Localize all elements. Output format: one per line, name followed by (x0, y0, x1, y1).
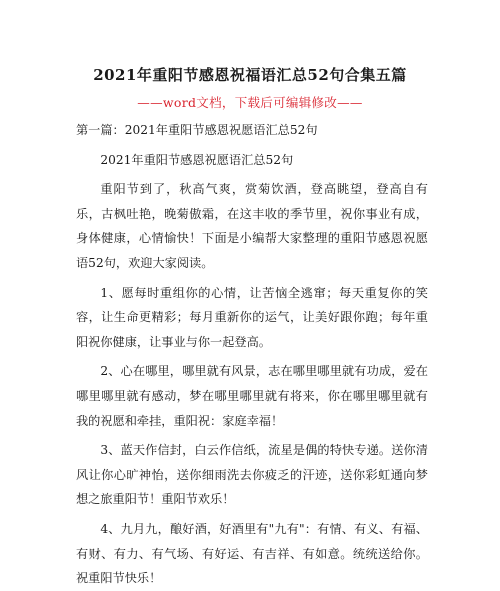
section-title: 2021年重阳节感恩祝愿语汇总52句 (100, 152, 294, 167)
list-item: 4、九月九，酿好酒，好酒里有"九有"：有情、有义、有福、有财、有力、有气场、有好运、有吉祥、有如意。统统送给你。祝重阳节快乐！ (76, 521, 428, 586)
document-body (76, 118, 428, 591)
document-title: 2021年重阳节感恩祝福语汇总52句合集五篇 (93, 66, 407, 84)
document-subtitle: ——word文档，下载后可编辑修改—— (137, 95, 363, 110)
intro-paragraph: 重阳节到了，秋高气爽，赏菊饮酒，登高眺望，登高自有乐，古枫吐艳，晚菊傲霜，在这丰收的季节里，祝你事业有成，身体健康，心情愉快！下面是小编帮大家整理的重阳节感恩祝愿语52句，欢迎大家阅读。 (76, 182, 428, 270)
section-heading: 第一篇：2021年重阳节感恩祝愿语汇总52句 (76, 123, 318, 137)
list-item: 2、心在哪里，哪里就有风景，志在哪里哪里就有功成，爱在哪里哪里就有感动，梦在哪里哪里就有将来，你在哪里哪里就有我的祝愿和牵挂，重阳祝：家庭幸福！ (76, 364, 428, 428)
list-item: 3、蓝天作信封，白云作信纸，流星是偶的特快专递。送你清风让你心旷神怡，送你细雨洗去你疲乏的汗迹，送你彩虹通向梦想之旅重阳节！重阳节欢乐！ (76, 443, 428, 507)
list-item: 1、愿每时重组你的心情，让苦恼全逃窜；每天重复你的笑容，让生命更精彩；每月重新你的运气，让美好跟你跑；每年重阳祝你健康，让事业与你一起登高。 (76, 285, 428, 349)
